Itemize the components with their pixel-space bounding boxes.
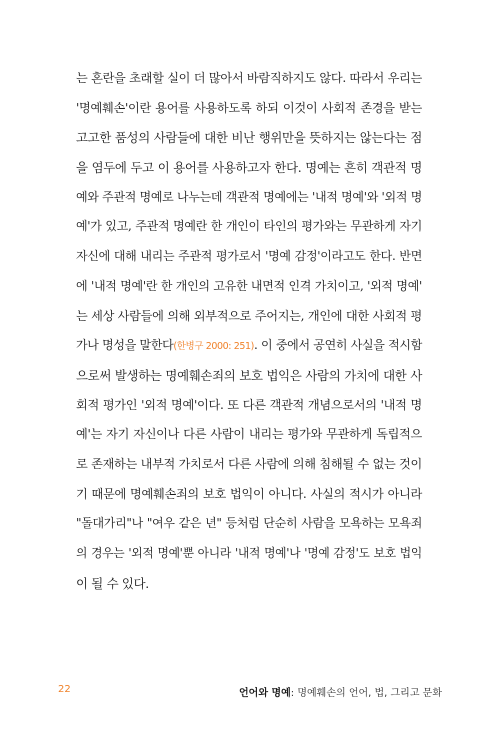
text-line: 는 세상 사람들에 의해 외부적으로 주어지는, 개인에 대한 사회적 평 xyxy=(76,308,422,323)
text-line: 자신에 대해 내리는 주관적 평가로서 '명예 감정'이라고도 한다. 반면 xyxy=(76,249,422,264)
text-line: 을 염두에 두고 이 용어를 사용하고자 한다. 명예는 흔히 객관적 명 xyxy=(76,160,422,176)
text-line: 이 될 수 있다. xyxy=(76,575,149,591)
text-segment: . 이 중에서 공연히 사실을 적시함 xyxy=(253,338,422,353)
page-footer xyxy=(0,684,500,700)
text-line: 으로써 발생하는 명예훼손죄의 보호 법익은 사람의 가치에 대한 사 xyxy=(76,367,422,383)
text-line: 는 혼란을 초래할 실이 더 많아서 바람직하지도 않다. 따라서 우리는 xyxy=(76,71,422,85)
text-line-with-citation xyxy=(76,331,422,361)
text-line: 예와 주관적 명예로 나누는데 객관적 명예에는 '내적 명예'와 '외적 명 xyxy=(76,189,422,204)
text-line: "돌대가리"나 "여우 같은 년" 등처럼 단순히 사람을 모욕하는 모욕죄 xyxy=(76,516,422,531)
page-number: 22 xyxy=(58,684,71,695)
text-line: 예'가 있고, 주관적 명예란 한 개인이 타인의 평가와는 무관하게 자기 xyxy=(76,219,422,234)
text-line: 회적 평가인 '외적 명예'이다. 또 다른 객관적 개념으로서의 '내적 명 xyxy=(76,397,422,412)
book-subtitle: : 명예훼손의 언어, 법, 그리고 문화 xyxy=(290,688,442,699)
citation: (한병구 2000: 251) xyxy=(173,341,254,353)
text-line: 의 경우는 '외적 명예'뿐 아니라 '내적 명예'나 '명예 감정'도 보호 법익 xyxy=(76,546,422,560)
body-text xyxy=(76,64,422,598)
text-line: 고고한 품성의 사람들에 대한 비난 행위만을 뜻하지는 않는다는 점 xyxy=(76,130,422,146)
text-segment: 가나 명성을 말한다 xyxy=(76,338,174,353)
book-title: 언어와 명예 xyxy=(239,688,291,699)
text-line: 로 존재하는 내부적 가치로서 다른 사람에 의해 침해될 수 없는 것이 xyxy=(76,456,422,471)
text-line: 예'는 자기 자신이나 다른 사람이 내리는 평가와 무관하게 독립적으 xyxy=(76,427,422,442)
text-line: 에 '내적 명예'란 한 개인의 고유한 내면적 인격 가치이고, '외적 명예' xyxy=(76,278,422,293)
running-head xyxy=(239,684,442,699)
text-line: '명예훼손'이란 용어를 사용하도록 하되 이것이 사회적 존경을 받는 xyxy=(76,100,422,115)
text-line: 기 때문에 명예훼손죄의 보호 법익이 아니다. 사실의 적시가 아니라 xyxy=(76,486,422,501)
